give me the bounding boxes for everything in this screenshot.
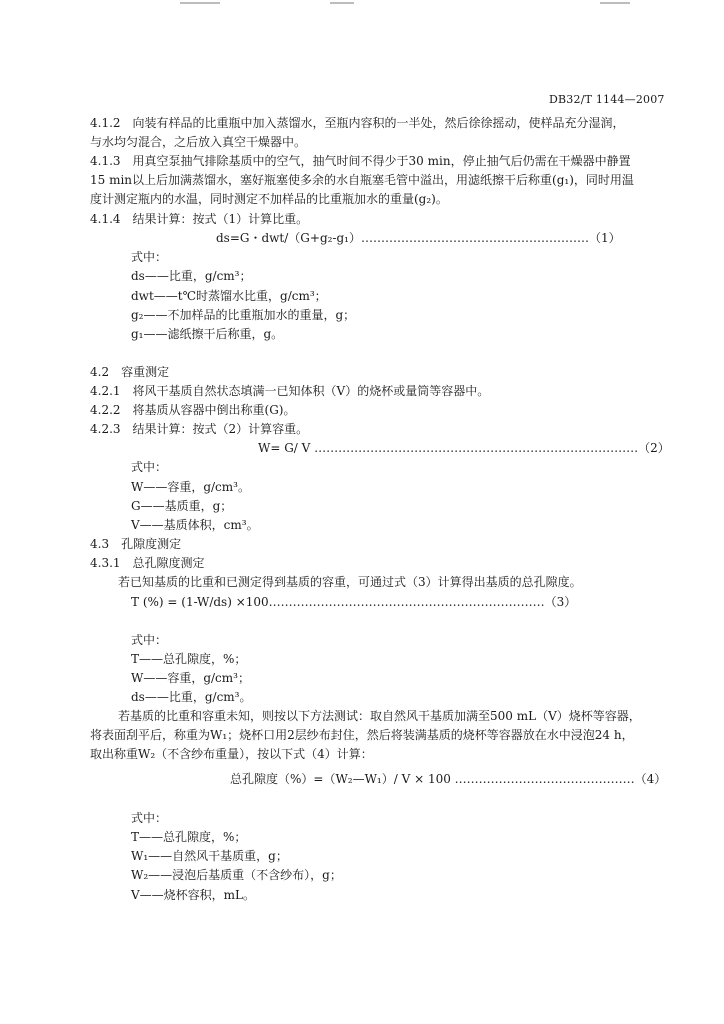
clause-4-1-2-line1: 4.1.2 向装有样品的比重瓶中加入蒸馏水，至瓶内容积的一半处，然后徐徐摇动，使样品充分湿润， [90,116,625,130]
def-v-2: V——烧杯容积，mL。 [131,888,256,902]
paragraph-total-porosity-1: 若已知基质的比重和已测定得到基质的容重，可通过式（3）计算得出基质的总孔隙度。 [118,575,582,589]
where-label-2: 式中： [131,460,168,474]
scan-edge-marks [0,0,724,10]
def-g2: g₂——不加样品的比重瓶加水的重量，g； [131,308,356,322]
def-g1: g₁——滤纸擦干后称重，g。 [131,327,284,341]
def-w2: W₂——浸泡后基质重（不含纱布），g； [131,868,342,882]
formula-2: W= G/ V ………………………………………………………………………（2） [258,441,670,455]
section-4-2-heading: 4.2 容重测定 [90,365,170,379]
def-ds-2: ds——比重，g/cm³。 [131,690,252,704]
paragraph-total-porosity-2-line2: 将表面刮平后，称重为W₁；烧杯口用2层纱布封住，然后将装满基质的烧杯等容器放在水中浸泡24 h， [90,728,634,742]
clause-4-1-3-line1: 4.1.3 用真空泵抽气排除基质中的空气，抽气时间不得少于30 min，停止抽气后仍需在干燥器中静置 [90,154,631,168]
clause-4-1-4: 4.1.4 结果计算：按式（1）计算比重。 [90,212,309,226]
def-g: G——基质重，g； [131,499,233,513]
paragraph-total-porosity-2-line1: 若基质的比重和容重未知，则按以下方法测试：取自然风干基质加满至500 mL（V）烧杯等容器， [118,709,641,723]
def-t-2: T——总孔隙度，%； [131,830,247,844]
formula-4: 总孔隙度（%）=（W₂—W₁）/ V × 100 ………………………………………（4） [230,772,667,786]
def-w: W——容重，g/cm³。 [131,480,250,494]
formula-3: T (%) = (1-W/ds) ×100……………………………………………………………（3） [131,595,577,609]
def-w-2: W——容重，g/cm³； [131,671,250,685]
where-label-1: 式中： [131,250,168,264]
clause-4-2-1: 4.2.1 将风干基质自然状态填满一已知体积（V）的烧杯或量筒等容器中。 [90,384,490,398]
clause-4-1-2-line2: 与水均匀混合，之后放入真空干燥器中。 [90,135,307,149]
clause-4-1-3-line2: 15 min以上后加满蒸馏水，塞好瓶塞使多余的水自瓶塞毛管中溢出，用滤纸擦干后称重(g₁)，同时用温 [90,173,634,187]
paragraph-total-porosity-2-line3: 取出称重W₂（不含纱布重量），按以下式（4）计算： [90,747,373,761]
def-w1: W₁——自然风干基质重，g； [131,849,288,863]
def-ds: ds——比重，g/cm³； [131,269,252,283]
def-dwt: dwt——t℃时蒸馏水比重，g/cm³； [131,289,327,303]
clause-4-2-3: 4.2.3 结果计算：按式（2）计算容重。 [90,422,309,436]
header-doc-code: DB32/T 1144—2007 [549,93,665,106]
formula-1: ds=G・dwt/（G+g₂-g₁）…………………………………………………（1） [216,231,621,245]
where-label-4: 式中： [131,811,168,825]
def-v: V——基质体积，cm³。 [131,518,259,532]
clause-4-1-3-line3: 度计测定瓶内的水温，同时测定不加样品的比重瓶加水的重量(g₂)。 [90,192,448,206]
def-t: T——总孔隙度，%； [131,652,247,666]
section-4-3-heading: 4.3 孔隙度测定 [90,537,182,551]
section-4-3-1-heading: 4.3.1 总孔隙度测定 [90,556,205,570]
clause-4-2-2: 4.2.2 将基质从容器中倒出称重(G)。 [90,403,296,417]
where-label-3: 式中： [131,633,168,647]
